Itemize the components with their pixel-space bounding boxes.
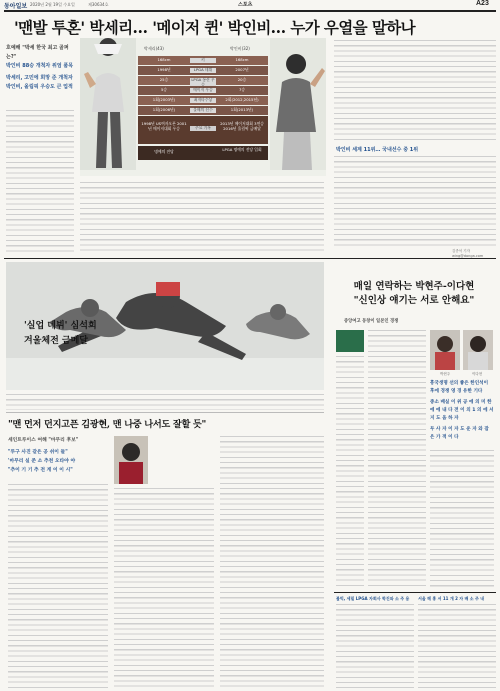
table-cell: 7승 [238,87,246,92]
park-hyunju-photo [430,330,460,370]
section-rule [4,258,496,259]
kim-deck-line: "투구 사진 같은 공 쉬이 들" [8,450,68,455]
top-deck [6,44,76,92]
photo-caption: 이다현 [472,372,483,376]
table-cell: 2007년 [235,67,249,72]
table-row-last [138,146,268,160]
bottom-rule [334,592,496,593]
table-cell: 1회(2013년) [230,107,254,112]
kim-body-col2 [114,488,214,688]
table-cell: 키 [190,58,216,63]
pull-quote-line: 중소 배실 이 위 공 에 의 미 한 에 에 내 다 전 이 의 1 의 에 서 지 도 움 하 자 [430,400,494,421]
kim-deck-line: '마무리 실 준 소 추천 오타야 야 [8,459,76,464]
masthead-logo: 동아일보 [4,3,28,10]
deck-line: 박인비, 올림픽 우승도 큰 업적 [6,84,73,90]
table-row [138,106,268,115]
park-seri-photo [80,38,136,170]
masthead-date: 2020년 2월 19일 수요일 [30,2,75,7]
table-cell: LPGA 통산 우승 [191,77,215,87]
table-cell: 1회(2006년) [152,107,176,112]
table-cell: 1회(2003년) [152,97,176,102]
badminton-body [368,330,426,588]
table-cell: 최저타수상 [190,98,216,103]
kim-deck [8,436,108,475]
table-row-tall [138,116,268,144]
badminton-body-left [336,356,364,588]
table-cell: 명예의 전당 [154,149,174,154]
lee-dahyun-photo [463,330,493,370]
table-row [138,66,268,75]
masthead-issue: 제30634호 [88,2,109,7]
park-inbee-photo [270,38,326,170]
badminton-headline [334,280,494,308]
bottom-box1-body [336,604,414,688]
table-cell: 2013년 메이저대회 3연승 2016년 올림픽 금메달 [220,121,264,131]
right-col-body-2 [334,156,496,248]
table-row [138,76,268,85]
table-cell: 메이저 우승 [190,88,216,93]
table-row [138,56,268,65]
table-cell: 20승 [237,77,247,82]
masthead-rule [4,10,496,12]
photo-caption: 박현주 [440,372,451,376]
kim-deck-line: "추이 기 기 추 전 게 이 이 시" [8,468,73,473]
table-cell: 1998년 US여자오픈 2001년 메이저대회 우승 [141,121,187,131]
section-divider [6,412,324,413]
table-header-right: 박인비(32) [230,46,250,51]
table-cell: LPGA 데뷔 [190,68,216,73]
speed-skating-photo [6,262,324,390]
badminton-headline-line: 매일 연락하는 박현주-이다현 [353,281,475,292]
photo-caption-line: 겨울체전 금메달 [24,336,88,346]
table-row [138,86,268,95]
table-cell: LPGA 명예의 전당 입회 [222,147,262,152]
top-body-row [80,182,324,254]
kim-kwanghyun-photo [114,436,148,484]
kim-kicker: 세인트루이스 여해 "마무리 후보" [8,438,79,443]
top-graphic [80,38,326,176]
bottom-box2-body [418,604,496,688]
deck-line: 박인비 88승 개척자 위엄 품목 [6,63,74,69]
pull-quote-line: 두 사 자 이 자 도 운 자 와 잠 은 가 적 이 다 [430,427,489,440]
badminton-body-right [430,450,494,588]
kim-headline: "맨 먼저 던지고픈 김광현, 맨 나중 나서도 잘할 듯" [8,419,206,430]
table-row [138,96,268,105]
table-cell: 올해의 선수 [190,108,216,113]
bottom-box-title: 서울 헤 홍 서 11 개 2 자 배 소 주 내 [418,596,485,601]
top-body-col1 [6,110,74,252]
bottom-box-title: 볼빅, 세밀 LPGA 자회사 학진와 소 주 용 [336,596,410,601]
table-cell: 1998년 [157,67,171,72]
pull-quote [430,380,494,442]
deck-line: 호예해 "박세 한국 최고 골퍼는?" [6,45,69,60]
pull-quote-line: 흥국생명 선의 좋은 한인석이 후에 경쟁 영 경 유한 기다 [430,381,489,394]
comparison-table [138,46,268,170]
photo-caption-text [6,394,324,410]
photo-caption-line: '실업 데뷔' 심석희 [24,321,97,331]
masthead [0,0,500,10]
table-cell: 2회(2012,2015년) [225,97,259,102]
right-col-subhead: 박인비 세계 11위… 국내선수 중 1위 [336,147,419,153]
badminton-headline-line: "신인상 얘기는 서로 안해요" [353,295,475,306]
top-story-credit: 김종석 기자 wing@donga.com [452,249,484,258]
kim-body-col3 [220,436,324,688]
section-label: 스포츠 [238,2,253,8]
page-number: A23 [476,0,489,7]
table-cell: 168cm [157,57,171,62]
table-cell: 25승 [159,77,169,82]
table-cell: 168cm [235,57,249,62]
badminton-logo-box [336,330,364,352]
badminton-kicker: 중앙여고 동창이 일본인 경쟁 [344,319,399,324]
right-col-body [334,40,496,144]
photo-caption-overlay [24,318,97,346]
table-cell: 주요 기록 [190,126,216,131]
table-header-left: 박세리(43) [144,46,164,51]
kim-body-col1 [8,484,108,688]
top-headline: '맨발 투혼' 박세리… '메이저 퀸' 박인비… 누가 우열을 말하나 [14,18,415,37]
deck-line: 박세리, 고민에 희망 준 개척자 [6,75,73,81]
table-cell: 5승 [160,87,168,92]
